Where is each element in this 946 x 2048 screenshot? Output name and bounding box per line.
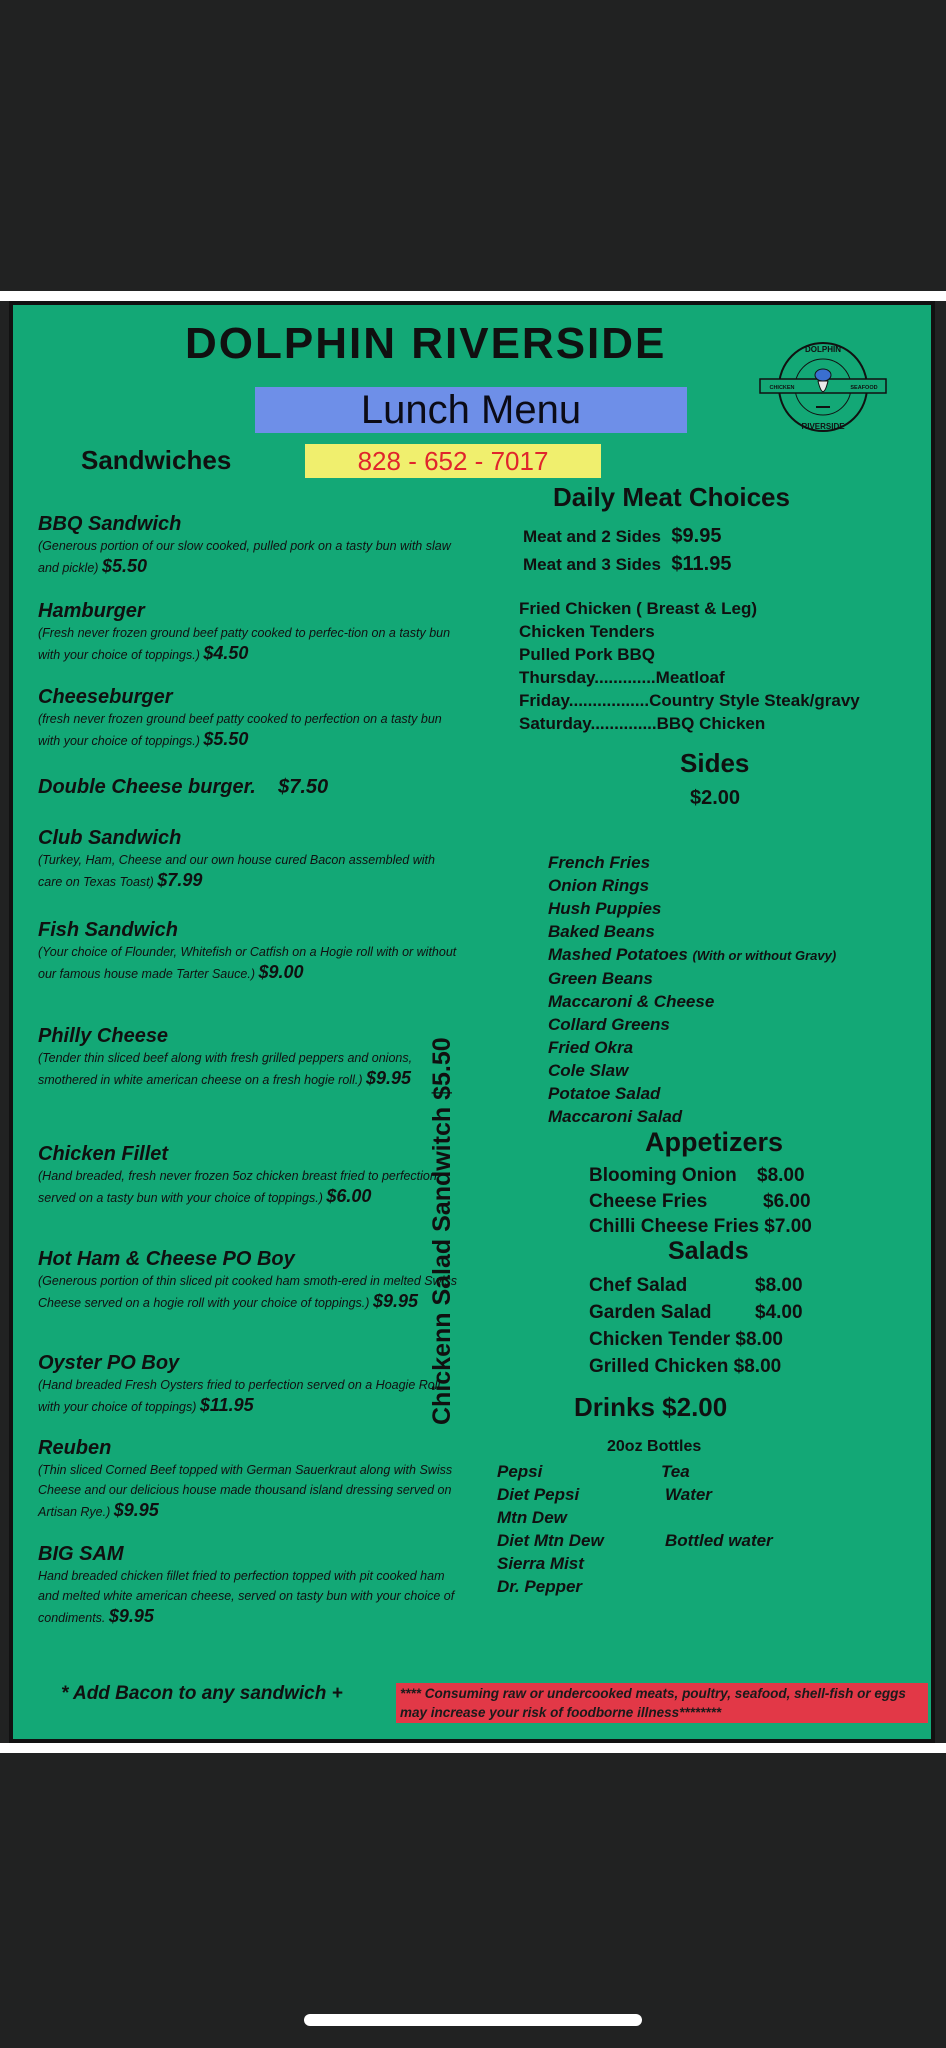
side-item: French Fries xyxy=(548,853,651,872)
lunch-menu-banner: Lunch Menu xyxy=(255,387,687,433)
salad-item xyxy=(589,1326,803,1353)
item-name: Reuben xyxy=(38,1437,112,1459)
appetizer-name: Cheese Fries xyxy=(589,1190,708,1212)
appetizer-price: $6.00 xyxy=(763,1190,811,1212)
salad-item xyxy=(589,1353,803,1380)
item-price: $9.95 xyxy=(372,1291,418,1311)
meat-item: Chicken Tenders xyxy=(519,622,655,641)
item-name: Hamburger xyxy=(38,600,145,622)
menu-item xyxy=(38,1542,458,1628)
svg-text:RIVERSIDE: RIVERSIDE xyxy=(801,422,845,431)
appetizer-item xyxy=(589,1163,812,1189)
item-desc: (Thin sliced Corned Beef topped with German Sauerkraut along with Swiss Cheese and our delicious house made thousand island dressing served on Artisan Rye.) xyxy=(38,1463,453,1519)
item-price: $9.95 xyxy=(108,1606,154,1626)
item-name: Chicken Fillet xyxy=(38,1143,169,1165)
restaurant-title: DOLPHIN RIVERSIDE xyxy=(185,319,667,368)
salad-price: $8.00 xyxy=(733,1356,782,1377)
meat-option xyxy=(523,553,731,576)
drink-item: Bottled water xyxy=(665,1531,773,1550)
side-item: Onion Rings xyxy=(548,876,650,895)
menu-item xyxy=(38,1436,458,1522)
item-desc: (fresh never frozen ground beef patty cooked to perfection on a tasty bun with your choice of toppings.) xyxy=(38,712,442,748)
item-desc: (Your choice of Flounder, Whitefish or Catfish on a Hogie roll with or without our famous house made Tarter Sauce.) xyxy=(38,945,457,981)
menu-item xyxy=(38,1247,458,1313)
item-name: Double Cheese burger. xyxy=(38,776,256,798)
appetizers-list xyxy=(589,1163,812,1240)
side-item: Potatoe Salad xyxy=(548,1084,661,1103)
day-special xyxy=(519,666,860,689)
meat-option-price: $11.95 xyxy=(671,553,732,575)
item-name: Cheeseburger xyxy=(38,686,173,708)
item-price: $6.00 xyxy=(326,1186,372,1206)
item-name: Club Sandwich xyxy=(38,827,182,849)
daily-meat-heading: Daily Meat Choices xyxy=(553,482,790,512)
meat-option-price: $9.95 xyxy=(671,525,722,547)
item-price: $4.50 xyxy=(203,643,249,663)
side-item: Baked Beans xyxy=(548,922,655,941)
item-name: Fish Sandwich xyxy=(38,919,179,941)
menu-item xyxy=(38,1024,458,1090)
meat-item: Fried Chicken ( Breast & Leg) xyxy=(519,599,758,618)
item-desc: (Generous portion of thin sliced pit cooked ham smoth-ered in melted Swiss Cheese served on a hogie roll with your choice of toppings.) xyxy=(38,1274,457,1310)
salad-price: $4.00 xyxy=(755,1302,803,1323)
drink-item: Sierra Mist xyxy=(497,1554,584,1573)
appetizer-item xyxy=(589,1189,812,1215)
drink-item: Pepsi xyxy=(497,1462,543,1481)
menu-card xyxy=(9,301,935,1743)
meat-option-label: Meat and 3 Sides xyxy=(523,555,661,574)
svg-text:CHICKEN: CHICKEN xyxy=(769,385,795,391)
side-item: Collard Greens xyxy=(548,1015,670,1034)
day-special xyxy=(519,689,860,712)
day-name: Friday................. xyxy=(519,691,650,710)
appetizer-price: $8.00 xyxy=(757,1165,805,1186)
sandwiches-heading: Sandwiches xyxy=(81,445,232,475)
day-meat: Meatloaf xyxy=(655,668,725,687)
vertical-special-label: Chickenn Salad Sandwitch $5.50 xyxy=(428,1037,456,1425)
side-item: Green Beans xyxy=(548,969,653,988)
salad-name: Garden Salad xyxy=(589,1302,712,1323)
svg-text:DOLPHIN: DOLPHIN xyxy=(805,345,841,354)
salad-name: Chef Salad xyxy=(589,1275,688,1296)
meat-item: Pulled Pork BBQ xyxy=(519,645,656,664)
menu-item xyxy=(38,599,458,665)
item-desc: Hand breaded chicken fillet fried to perfection topped with pit cooked ham and melted white american cheese, served on tasty bun with your choice of condiments. xyxy=(38,1569,455,1625)
phone-number[interactable]: 828 - 652 - 7017 xyxy=(305,444,601,478)
home-indicator[interactable] xyxy=(304,2014,642,2026)
salad-price: $8.00 xyxy=(735,1329,783,1350)
top-white-band xyxy=(0,291,946,301)
drink-item: Dr. Pepper xyxy=(497,1577,583,1596)
sides-list xyxy=(548,851,836,1128)
item-desc: (Fresh never frozen ground beef patty cooked to perfec-tion on a tasty bun with your choice of toppings.) xyxy=(38,626,451,662)
menu-item xyxy=(38,512,458,578)
item-name: Hot Ham & Cheese PO Boy xyxy=(38,1248,295,1270)
item-price: $9.00 xyxy=(258,962,304,982)
dolphin-logo xyxy=(758,337,888,437)
bacon-note: * Add Bacon to any sandwich + xyxy=(61,1683,343,1704)
salad-item xyxy=(589,1272,803,1299)
drink-item: Mtn Dew xyxy=(497,1508,567,1527)
item-price: $11.95 xyxy=(199,1395,254,1415)
item-name: Oyster PO Boy xyxy=(38,1352,180,1374)
menu-item xyxy=(38,1351,458,1417)
item-price: $9.95 xyxy=(365,1068,412,1088)
menu-item xyxy=(38,1142,458,1208)
salad-name: Chicken Tender xyxy=(589,1329,731,1350)
appetizer-item xyxy=(589,1214,812,1240)
side-item: Cole Slaw xyxy=(548,1061,629,1080)
menu-item xyxy=(38,775,458,799)
item-price: $5.50 xyxy=(203,729,249,749)
appetizer-name: Blooming Onion xyxy=(589,1165,737,1186)
drinks-col2 xyxy=(661,1460,773,1552)
day-meat: BBQ Chicken xyxy=(656,714,766,733)
bottom-white-band xyxy=(0,1743,946,1753)
item-price: $9.95 xyxy=(113,1500,159,1520)
menu-item xyxy=(38,685,458,751)
day-meat: Country Style Steak/gravy xyxy=(649,691,860,710)
side-item: Maccaroni & Cheese xyxy=(548,992,715,1011)
foodborne-warning: **** Consuming raw or undercooked meats, poultry, seafood, shell-fish or eggs may increase your risk of foodborne illness******** xyxy=(396,1683,928,1723)
item-name: Philly Cheese xyxy=(38,1025,169,1047)
item-desc: (Turkey, Ham, Cheese and our own house cured Bacon assembled with care on Texas Toast) xyxy=(38,853,435,889)
salad-name: Grilled Chicken xyxy=(589,1356,729,1377)
day-name: Saturday.............. xyxy=(519,714,657,733)
side-item-name: Mashed Potatoes xyxy=(548,945,688,964)
svg-text:SEAFOOD: SEAFOOD xyxy=(850,385,878,391)
item-desc: (Generous portion of our slow cooked, pulled pork on a tasty bun with slaw and pickle) xyxy=(38,539,451,575)
salad-price: $8.00 xyxy=(755,1275,803,1296)
drink-item: Tea xyxy=(661,1462,690,1481)
item-name: BBQ Sandwich xyxy=(38,513,182,535)
meat-option xyxy=(523,525,721,548)
day-special xyxy=(519,712,860,735)
item-price: $7.50 xyxy=(278,776,329,798)
side-item xyxy=(548,943,836,967)
drink-item: Diet Mtn Dew xyxy=(497,1531,604,1550)
item-name: BIG SAM xyxy=(38,1543,124,1565)
drinks-heading: Drinks $2.00 xyxy=(574,1392,728,1422)
side-item: Maccaroni Salad xyxy=(548,1107,683,1126)
menu-item xyxy=(38,918,458,984)
appetizer-price: $7.00 xyxy=(764,1216,812,1237)
side-item: Hush Puppies xyxy=(548,899,662,918)
item-desc: (Hand breaded Fresh Oysters fried to perfection served on a Hoagie Roll with your choice of toppings) xyxy=(38,1378,441,1414)
meat-option-label: Meat and 2 Sides xyxy=(523,527,661,546)
menu-item xyxy=(38,826,458,892)
day-name: Thursday............. xyxy=(519,668,656,687)
sides-heading: Sides xyxy=(680,748,750,778)
drinks-col1 xyxy=(497,1460,604,1598)
item-desc: (Tender thin sliced beef along with fresh grilled peppers and onions, smothered in white american cheese on a fresh hogie roll.) xyxy=(38,1051,413,1087)
meats-list xyxy=(519,597,860,735)
sides-price: $2.00 xyxy=(690,787,741,809)
item-price: $7.99 xyxy=(157,870,203,890)
item-price: $5.50 xyxy=(101,556,147,576)
appetizers-heading: Appetizers xyxy=(645,1127,784,1157)
drink-item: Diet Pepsi xyxy=(497,1485,580,1504)
appetizer-name: Chilli Cheese Fries xyxy=(589,1216,760,1237)
side-item-note: (With or without Gravy) xyxy=(692,948,837,963)
salads-heading: Salads xyxy=(668,1237,749,1265)
item-desc: (Hand breaded, fresh never frozen 5oz chicken breast fried to perfection served on a tasty bun with your choice of toppings.) xyxy=(38,1169,437,1205)
side-item: Fried Okra xyxy=(548,1038,634,1057)
drink-item: Water xyxy=(665,1485,712,1504)
salad-item xyxy=(589,1299,803,1326)
salads-list xyxy=(589,1272,803,1380)
drinks-subheading: 20oz Bottles xyxy=(607,1438,702,1455)
